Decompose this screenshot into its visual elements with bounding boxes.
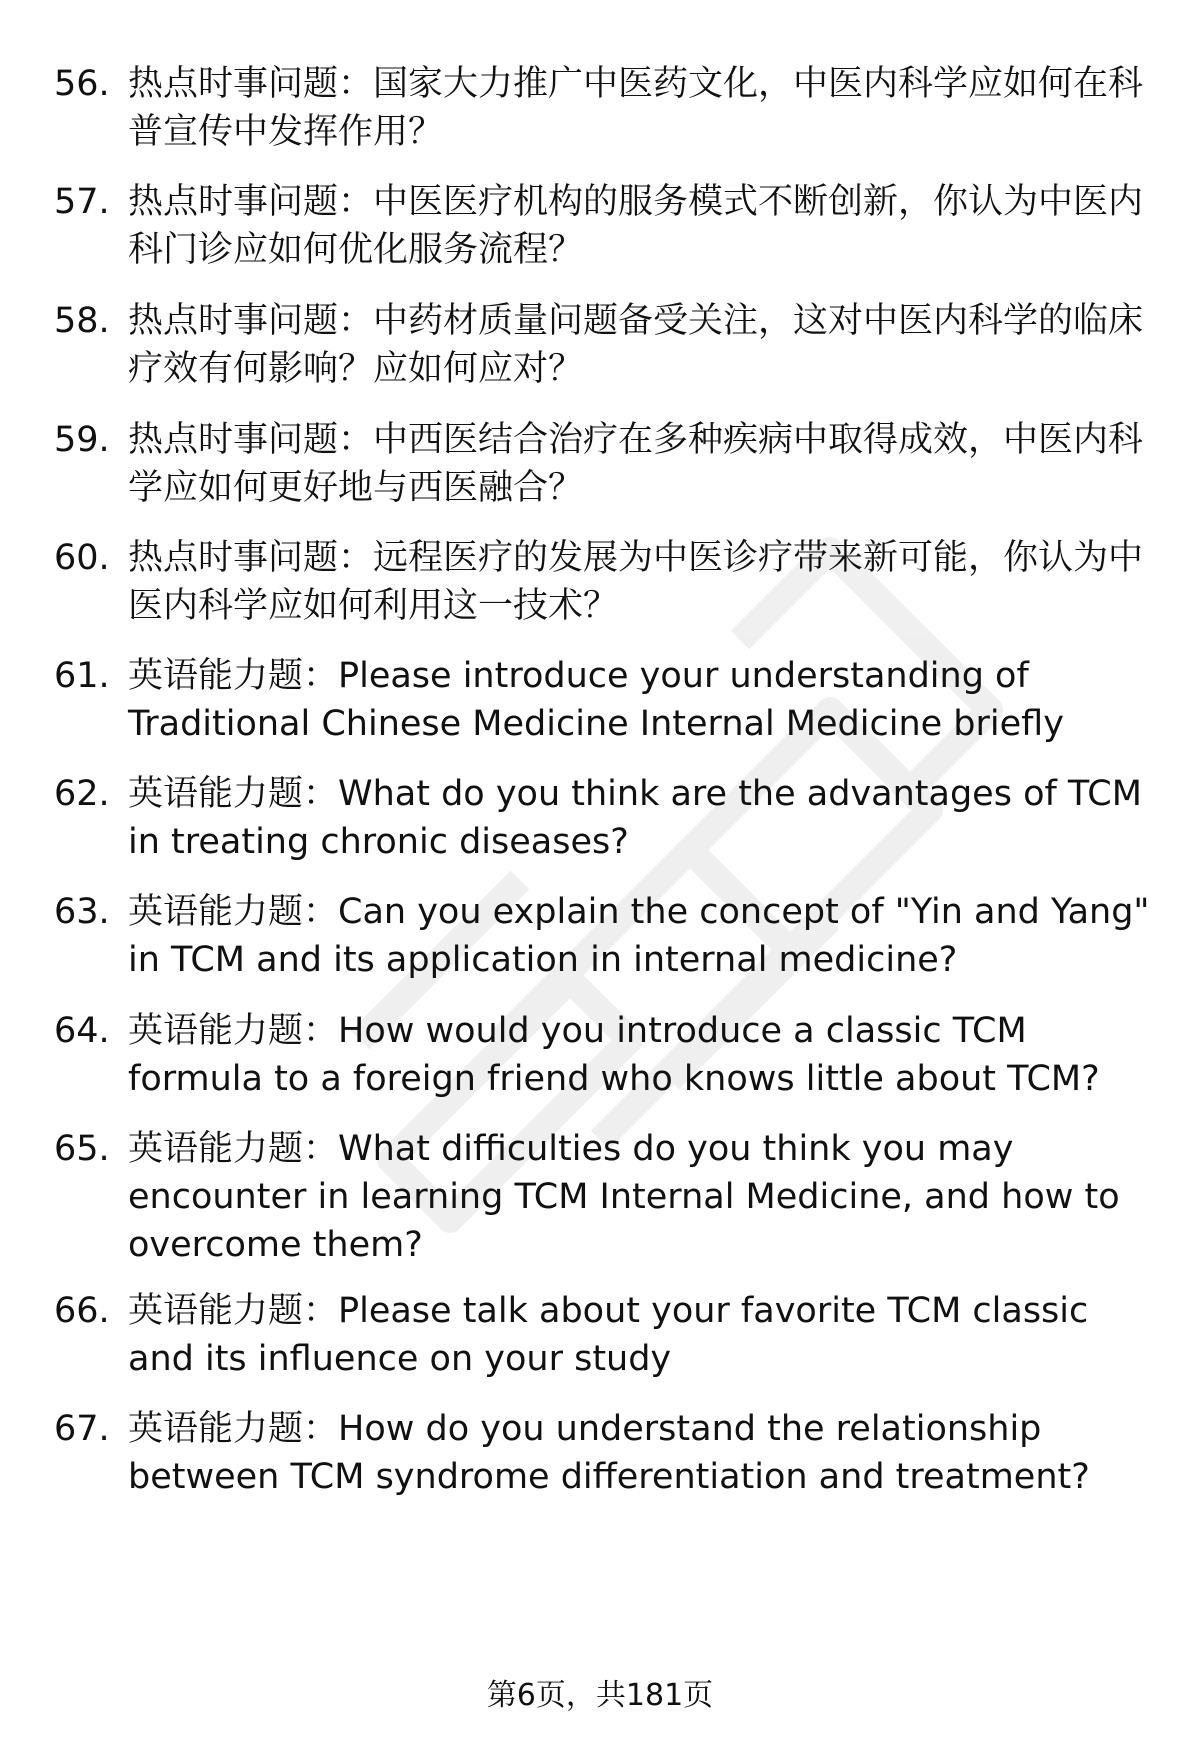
question-text: 热点时事问题：中西医结合治疗在多种疾病中取得成效，中医内科学应如何更好地与西医融合？ xyxy=(128,420,1144,508)
question-text: 热点时事问题：国家大力推广中医药文化，中医内科学应如何在科普宣传中发挥作用？ xyxy=(128,64,1144,152)
question-text: 热点时事问题：中药材质量问题备受关注，这对中医内科学的临床疗效有何影响？应如何应对？ xyxy=(128,301,1144,389)
question-number: 59. xyxy=(54,420,110,460)
page-number-footer: 第6页，共181页 xyxy=(486,1678,714,1713)
question-number: 58. xyxy=(54,301,110,341)
question-number: 64. xyxy=(54,1011,110,1051)
question-text: 英语能力题：Please introduce your understanding of Traditional Chinese Medicine Internal Medicine briefly xyxy=(128,656,1064,744)
question-number: 60. xyxy=(54,538,110,578)
question-number: 56. xyxy=(54,64,110,104)
question-number: 67. xyxy=(54,1409,110,1449)
question-text: 英语能力题：Can you explain the concept of "Yin and Yang" in TCM and its application in internal medicine? xyxy=(128,892,1150,980)
question-number: 62. xyxy=(54,774,110,814)
question-text: 热点时事问题：中医医疗机构的服务模式不断创新，你认为中医内科门诊应如何优化服务流程？ xyxy=(128,182,1144,270)
question-text: 英语能力题：What do you think are the advantages of TCM in treating chronic diseases? xyxy=(128,774,1142,862)
question-text: 英语能力题：How would you introduce a classic TCM formula to a foreign friend who knows little about TCM? xyxy=(128,1011,1100,1099)
question-text: 英语能力题：What difficulties do you think you may encounter in learning TCM Internal Medicine, and how to overcome them? xyxy=(128,1129,1120,1265)
question-number: 61. xyxy=(54,656,110,696)
question-number: 63. xyxy=(54,892,110,932)
question-text: 热点时事问题：远程医疗的发展为中医诊疗带来新可能，你认为中医内科学应如何利用这一技术？ xyxy=(128,538,1144,626)
question-number: 57. xyxy=(54,182,110,222)
question-text: 英语能力题：Please talk about your favorite TCM classic and its influence on your study xyxy=(128,1291,1089,1379)
question-number: 65. xyxy=(54,1129,110,1169)
question-text: 英语能力题：How do you understand the relationship between TCM syndrome differentiation and treatment? xyxy=(128,1409,1090,1497)
question-number: 66. xyxy=(54,1291,110,1331)
